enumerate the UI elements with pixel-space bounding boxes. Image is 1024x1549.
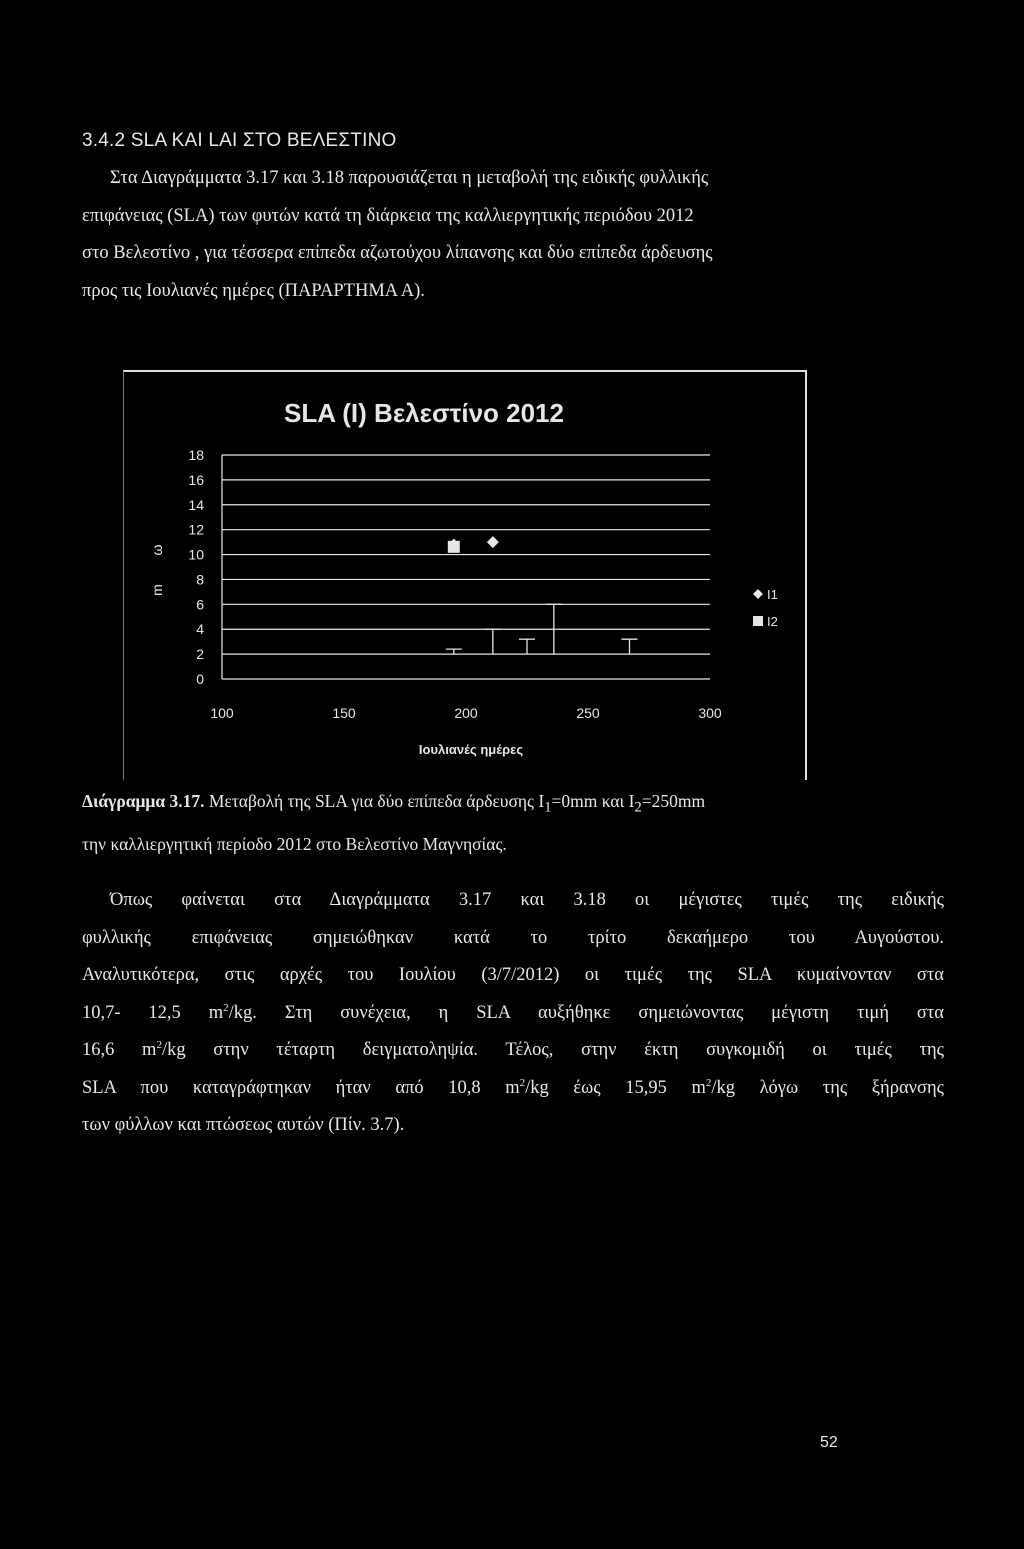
- x-tick-label: 150: [332, 705, 356, 721]
- data-point-i2: [448, 541, 460, 553]
- caption-text: =0mm και I: [551, 791, 635, 811]
- y-tick-label: 6: [196, 596, 204, 613]
- body-sup: 2: [156, 1038, 162, 1051]
- y-tick-label: 8: [196, 571, 204, 588]
- figure-caption: [82, 783, 982, 862]
- page-number: 52: [820, 1434, 838, 1451]
- body-sup: 2: [223, 1001, 229, 1014]
- y-tick-label: 14: [188, 496, 204, 513]
- chart-title: SLA (I) Βελεστίνο 2012: [284, 398, 564, 428]
- y-axis-label: m: [149, 584, 165, 596]
- intro-line: επιφάνειας (SLA) των φυτών κατά τη διάρκεια της καλλιεργητικής περιόδου 2012: [82, 205, 694, 226]
- body-text: /kg λόγω της ξήρανσης: [711, 1077, 944, 1098]
- legend-marker-diamond: [753, 589, 763, 599]
- intro-paragraph: [82, 160, 944, 310]
- body-line: [82, 1032, 944, 1070]
- data-point-i1: [487, 536, 499, 548]
- y-tick-label: 4: [196, 621, 204, 638]
- intro-line: στο Βελεστίνο , για τέσσερα επίπεδα αζωτούχου λίπανσης και δύο επίπεδα άρδευσης: [82, 243, 713, 263]
- caption-line: [82, 783, 982, 826]
- legend-label: I1: [767, 587, 778, 602]
- x-tick-label: 200: [454, 705, 478, 721]
- x-tick-label: 250: [576, 705, 600, 721]
- y-tick-label: 2: [196, 646, 204, 663]
- caption-label: Διάγραμμα 3.17.: [82, 791, 205, 811]
- intro-line: προς τις Ιουλιανές ημέρες (ΠΑΡΑΡΤΗΜΑ Α).: [82, 280, 425, 301]
- y-tick-label: 12: [188, 521, 204, 538]
- x-axis-label: Ιουλιανές ημέρες: [418, 742, 524, 757]
- body-line: των φύλλων και πτώσεως αυτών (Πίν. 3.7).: [82, 1115, 405, 1135]
- body-line: [82, 1070, 944, 1108]
- body-sup: 2: [705, 1076, 712, 1089]
- caption-text: =250mm: [641, 791, 706, 811]
- caption-text: Μεταβολή της SLA για δύο επίπεδα άρδευσης I: [204, 791, 545, 811]
- body-line: Όπως φαίνεται στα Διαγράμματα 3.17 και 3.18 οι μέγιστες τιμές της ειδικής: [110, 890, 944, 910]
- legend-label: I2: [767, 614, 778, 629]
- body-paragraph: [82, 882, 944, 1145]
- y-tick-label: 0: [196, 671, 204, 687]
- body-text: SLA που καταγράφτηκαν ήταν από 10,8 m: [82, 1077, 520, 1098]
- body-text: /kg έως 15,95 m: [525, 1077, 706, 1098]
- body-text: 10,7- 12,5 m: [82, 1002, 224, 1023]
- body-line: Αναλυτικότερα, στις αρχές του Ιουλίου (3/7/2012) οι τιμές της SLA κυμαίνονταν στα: [82, 965, 944, 985]
- y-tick-label: 16: [188, 471, 204, 488]
- caption-line: την καλλιεργητική περίοδο 2012 στο Βελεστίνο Μαγνησίας.: [82, 833, 507, 854]
- section-heading: 3.4.2 SLA ΚΑΙ LAI ΣΤΟ ΒΕΛΕΣΤΙΝΟ: [82, 130, 397, 151]
- y-tick-label: 10: [188, 546, 204, 563]
- chart-svg: [124, 372, 805, 780]
- body-text: /kg. Στη συνέχεια, η SLA αυξήθηκε σημειώνοντας μέγιστη τιμή στα: [228, 1002, 944, 1023]
- legend-marker-square: [753, 616, 763, 626]
- body-text: 16,6 m: [82, 1040, 157, 1060]
- caption-sub: 1: [544, 799, 552, 816]
- y-axis-label-extra: ω: [149, 544, 165, 556]
- body-text: /kg στην τέταρτη δειγματοληψία. Τέλος, στην έκτη συγκομιδή οι τιμές της: [161, 1040, 944, 1060]
- body-line: [82, 995, 944, 1033]
- intro-line: Στα Διαγράμματα 3.17 και 3.18 παρουσιάζεται η μεταβολή της ειδικής φυλλικής: [110, 168, 709, 188]
- body-line: φυλλικής επιφάνειας σημειώθηκαν κατά το τρίτο δεκαήμερο του Αυγούστου.: [82, 927, 944, 948]
- body-sup: 2: [519, 1076, 526, 1089]
- x-tick-label: 300: [698, 705, 722, 721]
- y-tick-label: 18: [188, 447, 204, 463]
- x-tick-label: 100: [210, 705, 234, 721]
- chart-figure: [123, 370, 807, 780]
- caption-sub: 2: [634, 799, 642, 816]
